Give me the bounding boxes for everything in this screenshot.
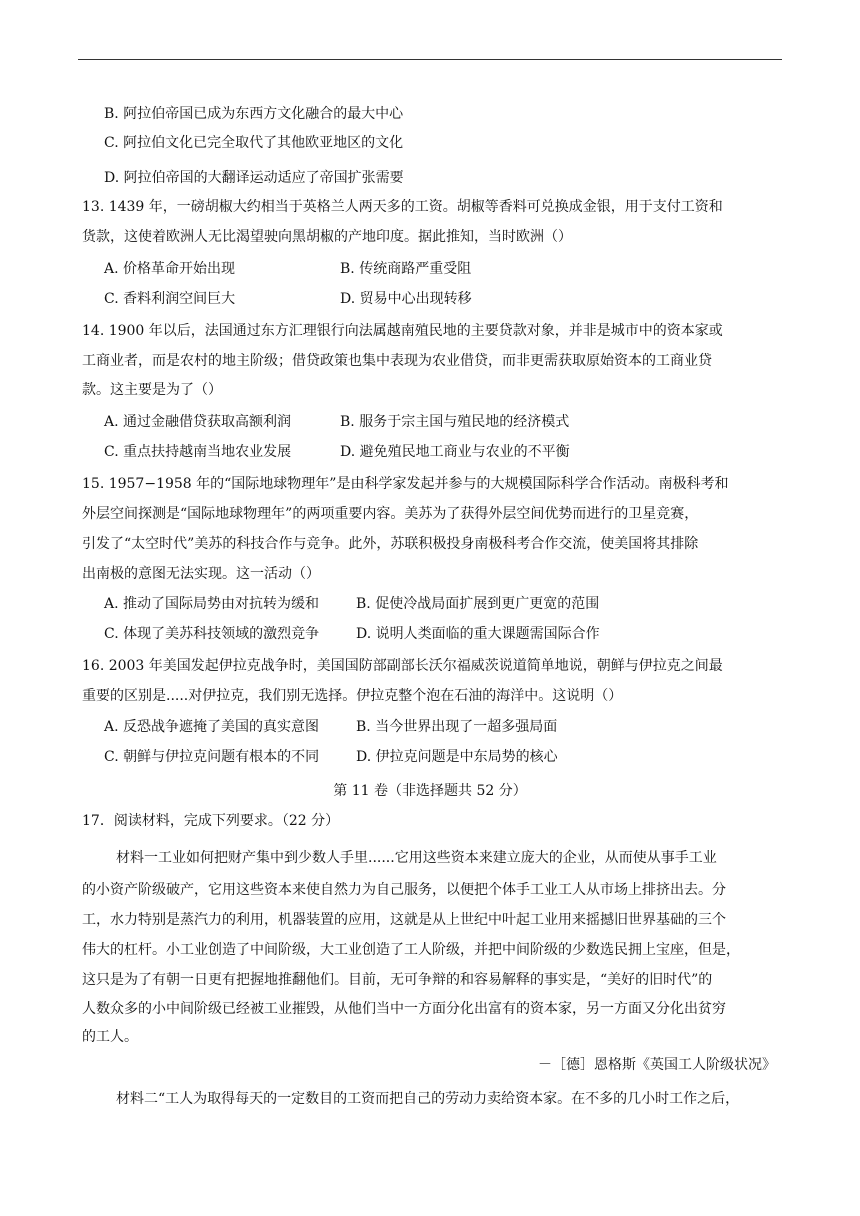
q17-source: －［德］恩格斯《英国工人阶级状况》 — [538, 1057, 776, 1073]
section-heading: 第 11 卷（非选择题共 52 分） — [333, 783, 527, 799]
q15-option-b: B. 促使冷战局面扩展到更广更宽的范围 — [356, 596, 600, 612]
q13-option-a: A. 价格革命开始出现 — [104, 261, 236, 277]
q17-material2-line-1: 材料二“工人为取得每天的一定数目的工资而把自己的劳动力卖给资本家。在不多的几小时工作之后， — [116, 1091, 740, 1107]
q17-material1-line-3: 工，水力特别是蒸汽力的利用，机器装置的应用，这就是从上世纪中叶起工业用来摇撼旧世界基础的三个 — [82, 912, 726, 928]
q13-option-d: D. 贸易中心出现转移 — [340, 291, 472, 307]
q14-stem-line-1: 14. 1900 年以后，法国通过东方汇理银行向法属越南殖民地的主要贷款对象，并非是城市中的资本家或 — [82, 323, 723, 339]
q17-material1-line-5: 这只是为了有朝一日更有把握地推翻他们。目前，无可争辩的和容易解释的事实是，“美好的旧时代”的 — [82, 972, 713, 988]
q12-option-d: D. 阿拉伯帝国的大翻译运动适应了帝国扩张需要 — [104, 170, 404, 186]
q17-stem: 17．阅读材料，完成下列要求。（22 分） — [82, 813, 340, 829]
q15-stem-line-3: 引发了“太空时代”美苏的科技合作与竞争。此外，苏联积极投身南极科考合作交流，使美国将其排除 — [82, 536, 699, 552]
q14-option-d: D. 避免殖民地工商业与农业的不平衡 — [340, 444, 570, 460]
q13-option-c: C. 香料利润空间巨大 — [104, 291, 236, 307]
q17-material1-line-6: 人数众多的小中间阶级已经被工业摧毁，从他们当中一方面分化出富有的资本家，另一方面又分化出贫穷 — [82, 1001, 726, 1017]
q14-stem-line-2: 工商业者，而是农村的地主阶级；借贷政策也集中表现为农业借贷，而非更需获取原始资本的工商业贷 — [82, 353, 712, 369]
q15-option-d: D. 说明人类面临的重大课题需国际合作 — [356, 626, 600, 642]
q16-option-c: C. 朝鲜与伊拉克问题有根本的不同 — [104, 749, 320, 765]
header-rule — [78, 59, 782, 60]
q16-option-d: D. 伊拉克问题是中东局势的核心 — [356, 749, 558, 765]
q17-material1-line-1: 材料一工业如何把财产集中到少数人手里......它用这些资本来建立庞大的企业，从而使从事手工业 — [116, 850, 717, 866]
q12-option-b: B. 阿拉伯帝国已成为东西方文化融合的最大中心 — [104, 106, 404, 122]
q14-option-c: C. 重点扶持越南当地农业发展 — [104, 444, 292, 460]
q15-option-a: A. 推动了国际局势由对抗转为缓和 — [104, 596, 320, 612]
q16-option-b: B. 当今世界出现了一超多强局面 — [356, 719, 558, 735]
q15-stem-line-4: 出南极的意图无法实现。这一活动（） — [82, 566, 320, 582]
q17-material1-line-2: 的小资产阶级破产，它用这些资本来使自然力为自己服务，以便把个体手工业工人从市场上排挤出去。分 — [82, 882, 726, 898]
q16-option-a: A. 反恐战争遮掩了美国的真实意图 — [104, 719, 320, 735]
q14-option-b: B. 服务于宗主国与殖民地的经济模式 — [340, 414, 570, 430]
q17-material1-line-4: 伟大的杠杆。小工业创造了中间阶级，大工业创造了工人阶级，并把中间阶级的少数选民拥上宝座，但是， — [82, 942, 740, 958]
q17-material1-line-7: 的工人。 — [82, 1029, 138, 1045]
q13-option-b: B. 传统商路严重受阻 — [340, 261, 472, 277]
q15-stem-line-2: 外层空间探测是“国际地球物理年”的两项重要内容。美苏为了获得外层空间优势而进行的卫星竞赛， — [82, 506, 699, 522]
q16-stem-line-1: 16. 2003 年美国发起伊拉克战争时，美国国防部副部长沃尔福威茨说道简单地说，朝鲜与伊拉克之间最 — [82, 658, 723, 674]
q13-stem-line-1: 13. 1439 年，一磅胡椒大约相当于英格兰人两天多的工资。胡椒等香料可兑换成金银，用于支付工资和 — [82, 199, 723, 215]
q12-option-c: C. 阿拉伯文化已完全取代了其他欧亚地区的文化 — [104, 135, 404, 151]
q14-stem-line-3: 款。这主要是为了（） — [82, 382, 222, 398]
q15-option-c: C. 体现了美苏科技领域的激烈竞争 — [104, 626, 320, 642]
q14-option-a: A. 通过金融借贷获取高额利润 — [104, 414, 292, 430]
q15-stem-line-1: 15. 1957−1958 年的“国际地球物理年”是由科学家发起并参与的大规模国际科学合作活动。南极科考和 — [82, 476, 729, 492]
q16-stem-line-2: 重要的区别是.....对伊拉克，我们别无选择。伊拉克整个泡在石油的海洋中。这说明（） — [82, 688, 623, 704]
q13-stem-line-2: 货款，这使着欧洲人无比渴望驶向黑胡椒的产地印度。据此推知，当时欧洲（） — [82, 229, 572, 245]
